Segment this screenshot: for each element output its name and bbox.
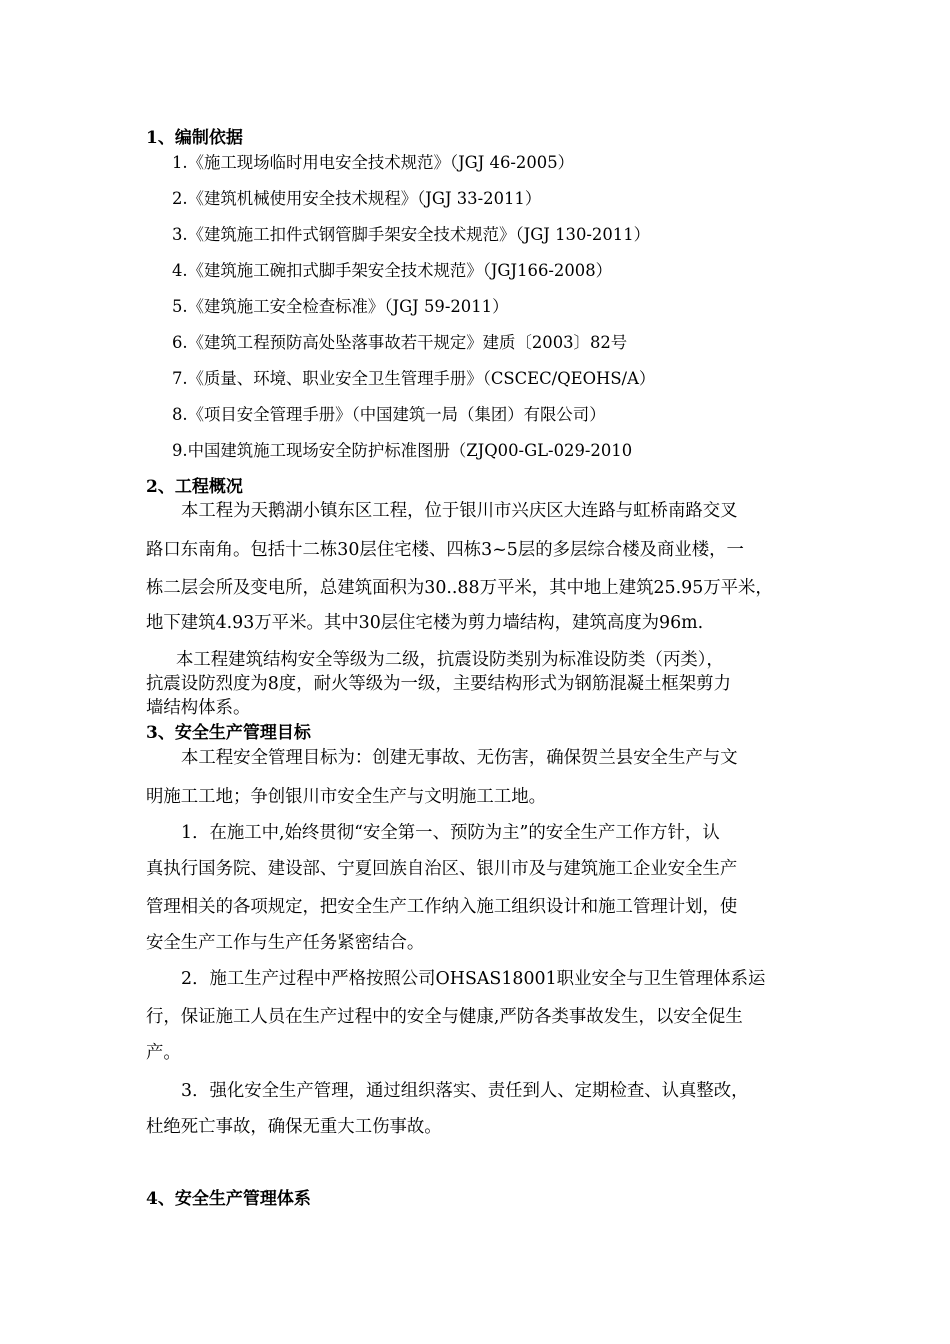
- target-item-2-line: 行，保证施工人员在生产过程中的安全与健康,严防各类事故发生，以安全促生: [146, 1007, 743, 1027]
- target-item-1-line: 安全生产工作与生产任务紧密结合。: [146, 933, 425, 953]
- overview-paragraph-line: 本工程为天鹅湖小镇东区工程，位于银川市兴庆区大连路与虹桥南路交叉: [181, 501, 738, 521]
- reference-item: 2.《建筑机械使用安全技术规程》（JGJ 33-2011）: [172, 189, 542, 208]
- reference-item: 8.《项目安全管理手册》（中国建筑一局（集团）有限公司）: [172, 405, 606, 424]
- target-item-1-line: 1．在施工中,始终贯彻“安全第一、预防为主”的安全生产工作方针，认: [181, 823, 720, 843]
- target-item-3-line: 3．强化安全生产管理，通过组织落实、责任到人、定期检查、认真整改，: [181, 1081, 749, 1101]
- target-item-2-line: 2．施工生产过程中严格按照公司OHSAS18001职业安全与卫生管理体系运: [181, 969, 766, 989]
- reference-item: 6.《建筑工程预防高处坠落事故若干规定》建质〔2003〕82号: [172, 333, 628, 352]
- section-1-heading: 1、编制依据: [146, 128, 243, 148]
- target-paragraph-line: 明施工工地；争创银川市安全生产与文明施工工地。: [146, 787, 546, 807]
- reference-item: 4.《建筑施工碗扣式脚手架安全技术规范》（JGJ166-2008）: [172, 261, 613, 280]
- reference-item: 9.中国建筑施工现场安全防护标准图册（ZJQ00-GL-029-2010: [172, 441, 633, 460]
- structure-paragraph-line: 抗震设防烈度为8度，耐火等级为一级，主要结构形式为钢筋混凝土框架剪力: [146, 674, 731, 694]
- reference-item: 7.《质量、环境、职业安全卫生管理手册》（CSCEC/QEOHS/A）: [172, 369, 656, 388]
- structure-paragraph-line: 本工程建筑结构安全等级为二级，抗震设防类别为标准设防类（丙类），: [176, 650, 724, 670]
- reference-item: 3.《建筑施工扣件式钢管脚手架安全技术规范》（JGJ 130-2011）: [172, 225, 651, 244]
- section-3-heading: 3、安全生产管理目标: [146, 723, 311, 743]
- overview-paragraph-line: 栋二层会所及变电所，总建筑面积为30..88万平米，其中地上建筑25.95万平米，: [146, 578, 773, 598]
- target-item-3-line: 杜绝死亡事故，确保无重大工伤事故。: [146, 1117, 442, 1137]
- target-paragraph-line: 本工程安全管理目标为：创建无事故、无伤害，确保贺兰县安全生产与文: [181, 748, 738, 768]
- target-item-2-line: 产。: [146, 1043, 181, 1063]
- overview-paragraph-line: 路口东南角。包括十二栋30层住宅楼、四栋3~5层的多层综合楼及商业楼，一: [146, 540, 744, 560]
- structure-paragraph-line: 墙结构体系。: [146, 698, 251, 718]
- overview-paragraph-line: 地下建筑4.93万平米。其中30层住宅楼为剪力墙结构，建筑高度为96m.: [146, 613, 704, 633]
- target-item-1-line: 管理相关的各项规定，把安全生产工作纳入施工组织设计和施工管理计划，使: [146, 897, 738, 917]
- section-2-heading: 2、工程概况: [146, 477, 243, 497]
- reference-item: 1.《施工现场临时用电安全技术规范》（JGJ 46-2005）: [172, 153, 575, 172]
- reference-item: 5.《建筑施工安全检查标准》（JGJ 59-2011）: [172, 297, 509, 316]
- section-4-heading: 4、安全生产管理体系: [146, 1189, 311, 1209]
- target-item-1-line: 真执行国务院、建设部、宁夏回族自治区、银川市及与建筑施工企业安全生产: [146, 859, 738, 879]
